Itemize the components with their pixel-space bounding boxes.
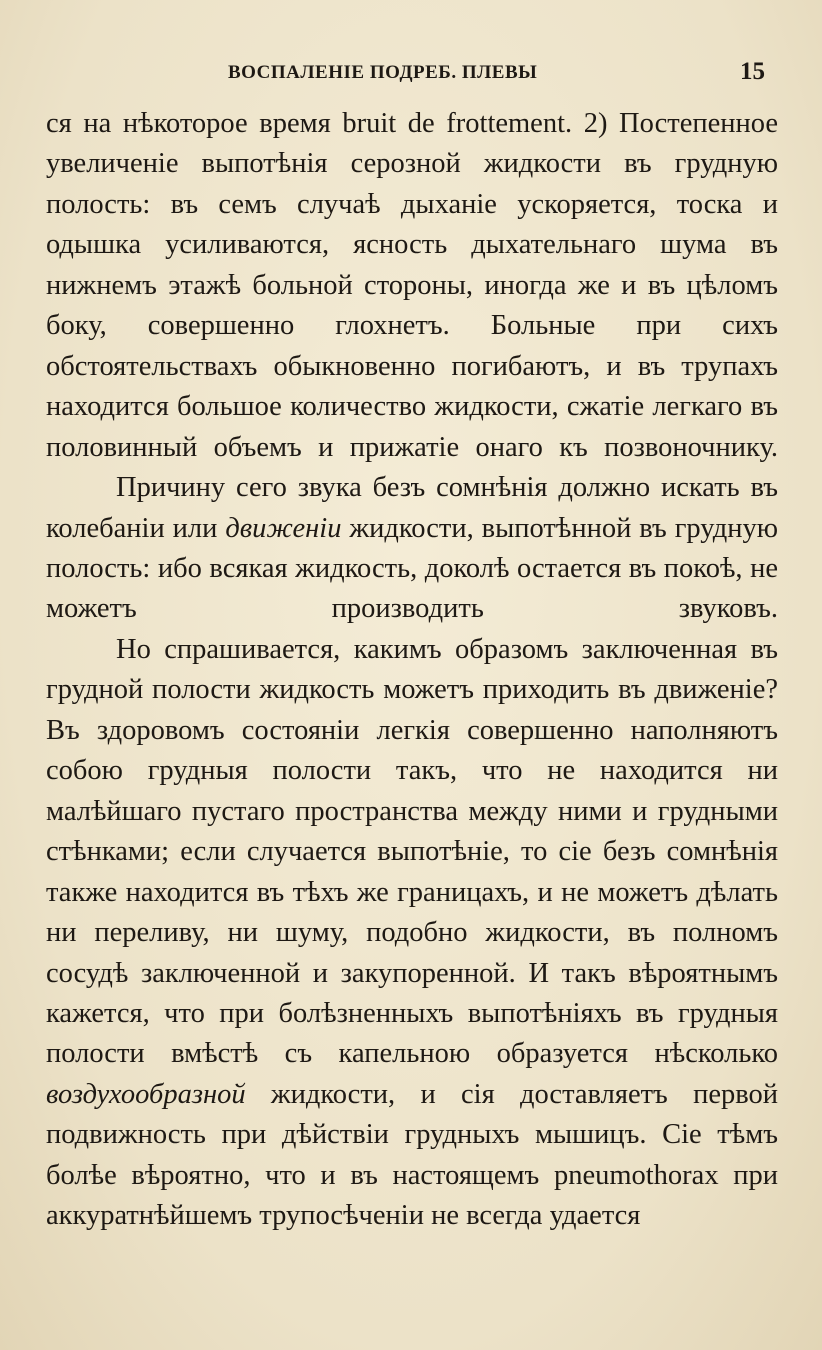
paragraph-question <box>46 630 778 1237</box>
page-number: 15 <box>740 58 765 85</box>
body-text <box>46 104 778 1237</box>
italic-term: движеніи <box>225 512 342 544</box>
running-head <box>0 58 822 94</box>
text-segment: Но спрашивается, какимъ образомъ заключенная въ грудной полости жидкость можетъ приходить въ движеніе? Въ здоровомъ состояніи легкія совершенно наполняютъ собою грудныя полости такъ, что не находится ни малѣйшаго пустаго пространства между ними и грудными стѣнками; если случается выпотѣніе, то сіе безъ сомнѣнія также находится въ тѣхъ же границахъ, и не можетъ дѣлать ни переливу, ни шуму, подобно жидкости, въ полномъ сосудѣ заключенной и закупоренной. И такъ вѣроятнымъ кажется, что при болѣзненныхъ выпотѣніяхъ въ грудныя полости вмѣстѣ съ капельною образуется нѣсколько <box>46 633 778 1070</box>
text-segment: ся на нѣкоторое время bruit de frottement. 2) Постепенное увеличеніе выпотѣнія серозной жидкости въ грудную полость: въ семъ случаѣ дыханіе ускоряется, тоска и одышка усиливаются, ясность дыхательнаго шума въ нижнемъ этажѣ больной стороны, иногда же и въ цѣломъ боку, совершенно глохнетъ. Больные при сихъ обстоятельствахъ обыкновенно погибаютъ, и въ трупахъ находится большое количество жидкости, сжатіе легкаго въ половинный объемъ и прижатіе онаго къ позвоночнику. <box>46 108 778 463</box>
paragraph-continuation <box>46 104 778 468</box>
text-segment: жидкости, выпотѣнной въ грудную полость: ибо всякая жидкость, доколѣ остается въ покоѣ, не можетъ производить звуковъ. <box>46 512 779 625</box>
italic-term: воздухообразной <box>46 1078 246 1110</box>
text-segment: Причину сего звука безъ сомнѣнія должно искать въ колебаніи или <box>46 472 778 544</box>
paragraph-cause-of-sound <box>46 468 778 630</box>
text-segment: жидкости, и сія доставляетъ первой подвижность при дѣйствіи грудныхъ мышицъ. Сіе тѣмъ болѣе вѣроятно, что и въ настоящемъ pneumothorax при аккуратнѣйшемъ трупосѣченіи не всегда удается <box>46 1078 778 1232</box>
running-title: ВОСПАЛЕНІЕ ПОДРЕБ. ПЛЕВЫ <box>228 62 538 83</box>
